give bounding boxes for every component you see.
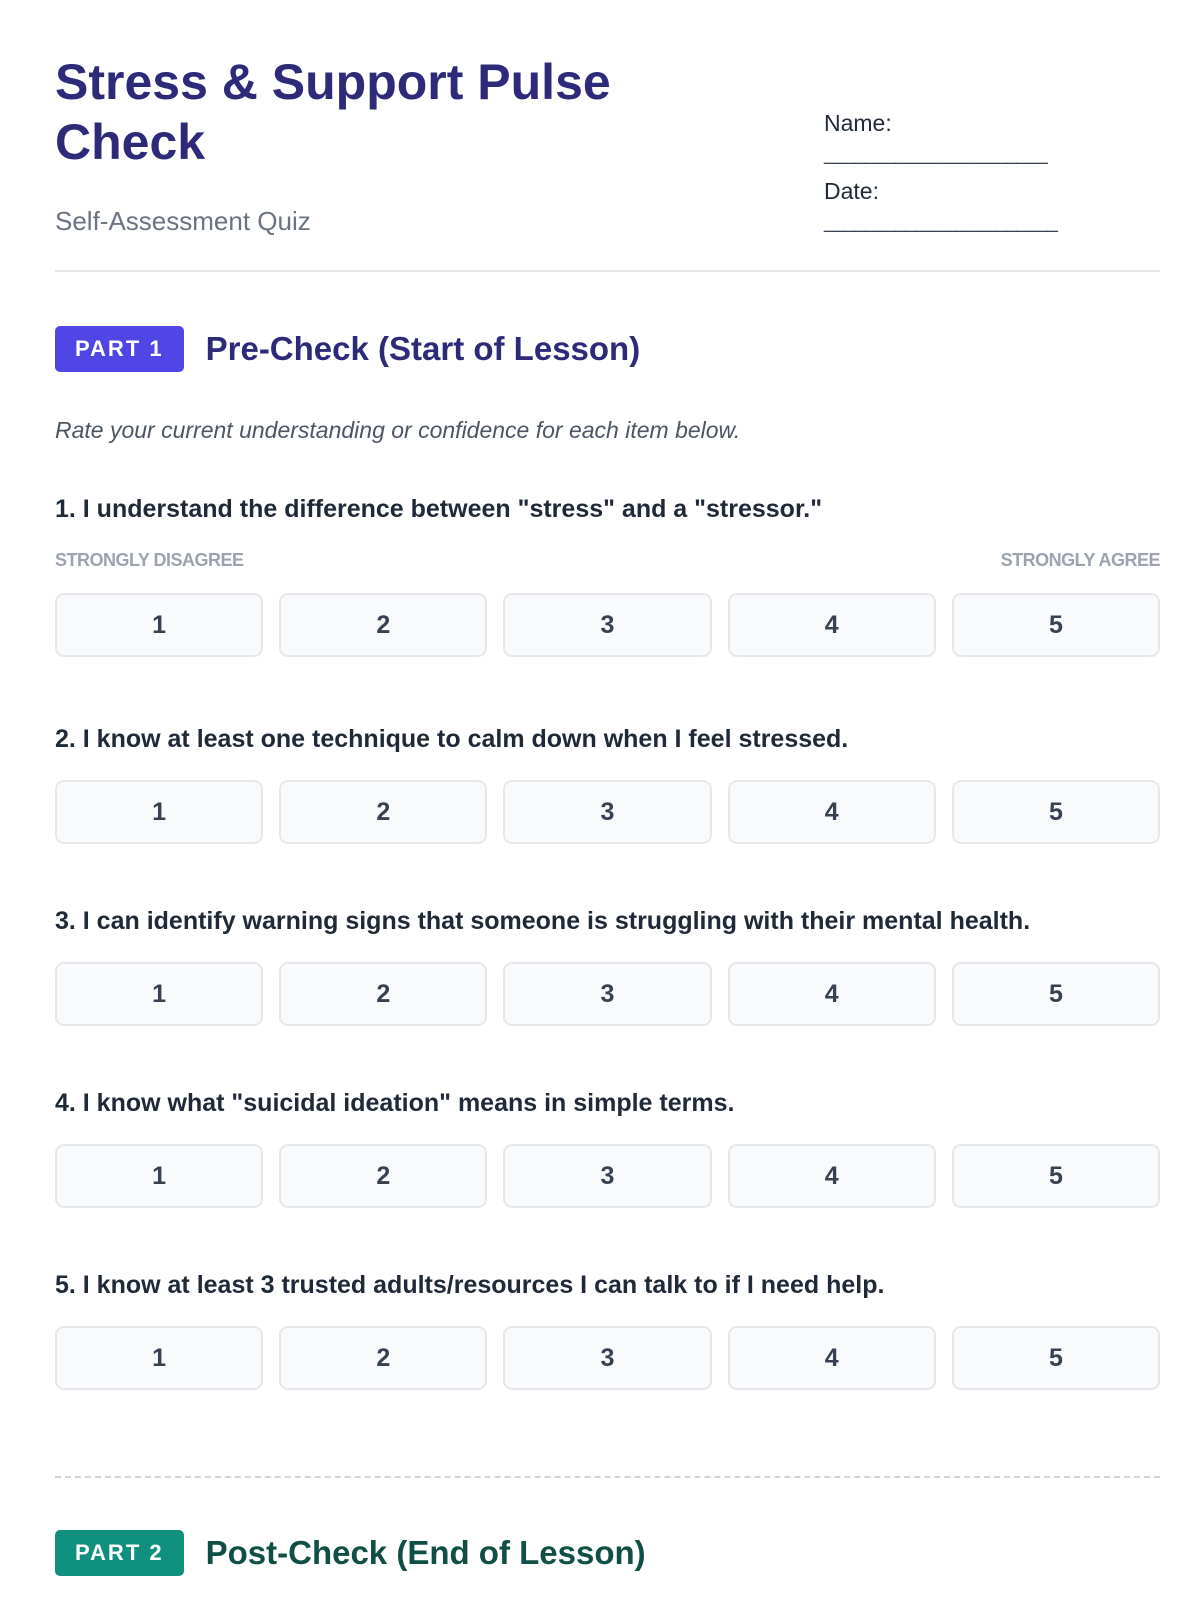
header [55,52,1160,272]
rating-options [55,962,1160,1026]
date-label: Date: [824,178,879,204]
rating-option-3[interactable]: 3 [503,593,711,657]
question-2 [55,724,1160,844]
part2-title: Post-Check (End of Lesson) [205,1534,646,1571]
page-subtitle: Self-Assessment Quiz [55,206,311,236]
rating-option-4[interactable]: 4 [728,1326,936,1390]
rating-option-1[interactable]: 1 [55,593,263,657]
rating-option-4[interactable]: 4 [728,780,936,844]
scale-high-label: STRONGLY AGREE [1000,550,1160,570]
header-divider [55,270,1160,272]
rating-option-2[interactable]: 2 [279,962,487,1026]
question-text: 4. I know what "suicidal ideation" means in simple terms. [55,1089,735,1117]
student-fields [824,107,1124,237]
rating-option-5[interactable]: 5 [952,962,1160,1026]
part1-badge: PART 1 [55,326,184,372]
question-text: 2. I know at least one technique to calm down when I feel stressed. [55,725,849,753]
rating-option-4[interactable]: 4 [728,1144,936,1208]
name-label: Name: [824,110,892,136]
rating-option-1[interactable]: 1 [55,962,263,1026]
part1-title: Pre-Check (Start of Lesson) [205,330,641,367]
rating-option-5[interactable]: 5 [952,593,1160,657]
question-3 [55,906,1160,1026]
date-field[interactable]: _______________________ [824,211,1057,233]
rating-option-5[interactable]: 5 [952,1144,1160,1208]
question-4 [55,1088,1160,1208]
rating-option-2[interactable]: 2 [279,780,487,844]
section-divider [55,1476,1160,1478]
rating-options [55,1326,1160,1390]
part1-heading [55,326,640,372]
scale-labels [55,550,1160,571]
question-text: 5. I know at least 3 trusted adults/resources I can talk to if I need help. [55,1271,885,1299]
page-title: Stress & Support Pulse Check [55,54,611,170]
scale-low-label: STRONGLY DISAGREE [55,550,244,570]
name-field[interactable]: ______________________ [824,143,1047,165]
question-text: 1. I understand the difference between "stress" and a "stressor." [55,495,823,523]
question-1 [55,494,1160,657]
rating-option-5[interactable]: 5 [952,780,1160,844]
rating-option-2[interactable]: 2 [279,1326,487,1390]
rating-option-3[interactable]: 3 [503,780,711,844]
part2-badge: PART 2 [55,1530,184,1576]
rating-option-4[interactable]: 4 [728,962,936,1026]
rating-options [55,780,1160,844]
part2-heading [55,1530,646,1576]
part1-instructions: Rate your current understanding or confidence for each item below. [55,417,741,443]
question-text: 3. I can identify warning signs that someone is struggling with their mental health. [55,907,1031,935]
rating-option-3[interactable]: 3 [503,962,711,1026]
rating-option-2[interactable]: 2 [279,1144,487,1208]
rating-option-2[interactable]: 2 [279,593,487,657]
question-5 [55,1270,1160,1390]
rating-option-1[interactable]: 1 [55,780,263,844]
rating-options [55,593,1160,657]
rating-options [55,1144,1160,1208]
rating-option-1[interactable]: 1 [55,1326,263,1390]
rating-option-1[interactable]: 1 [55,1144,263,1208]
rating-option-5[interactable]: 5 [952,1326,1160,1390]
rating-option-4[interactable]: 4 [728,593,936,657]
rating-option-3[interactable]: 3 [503,1326,711,1390]
rating-option-3[interactable]: 3 [503,1144,711,1208]
